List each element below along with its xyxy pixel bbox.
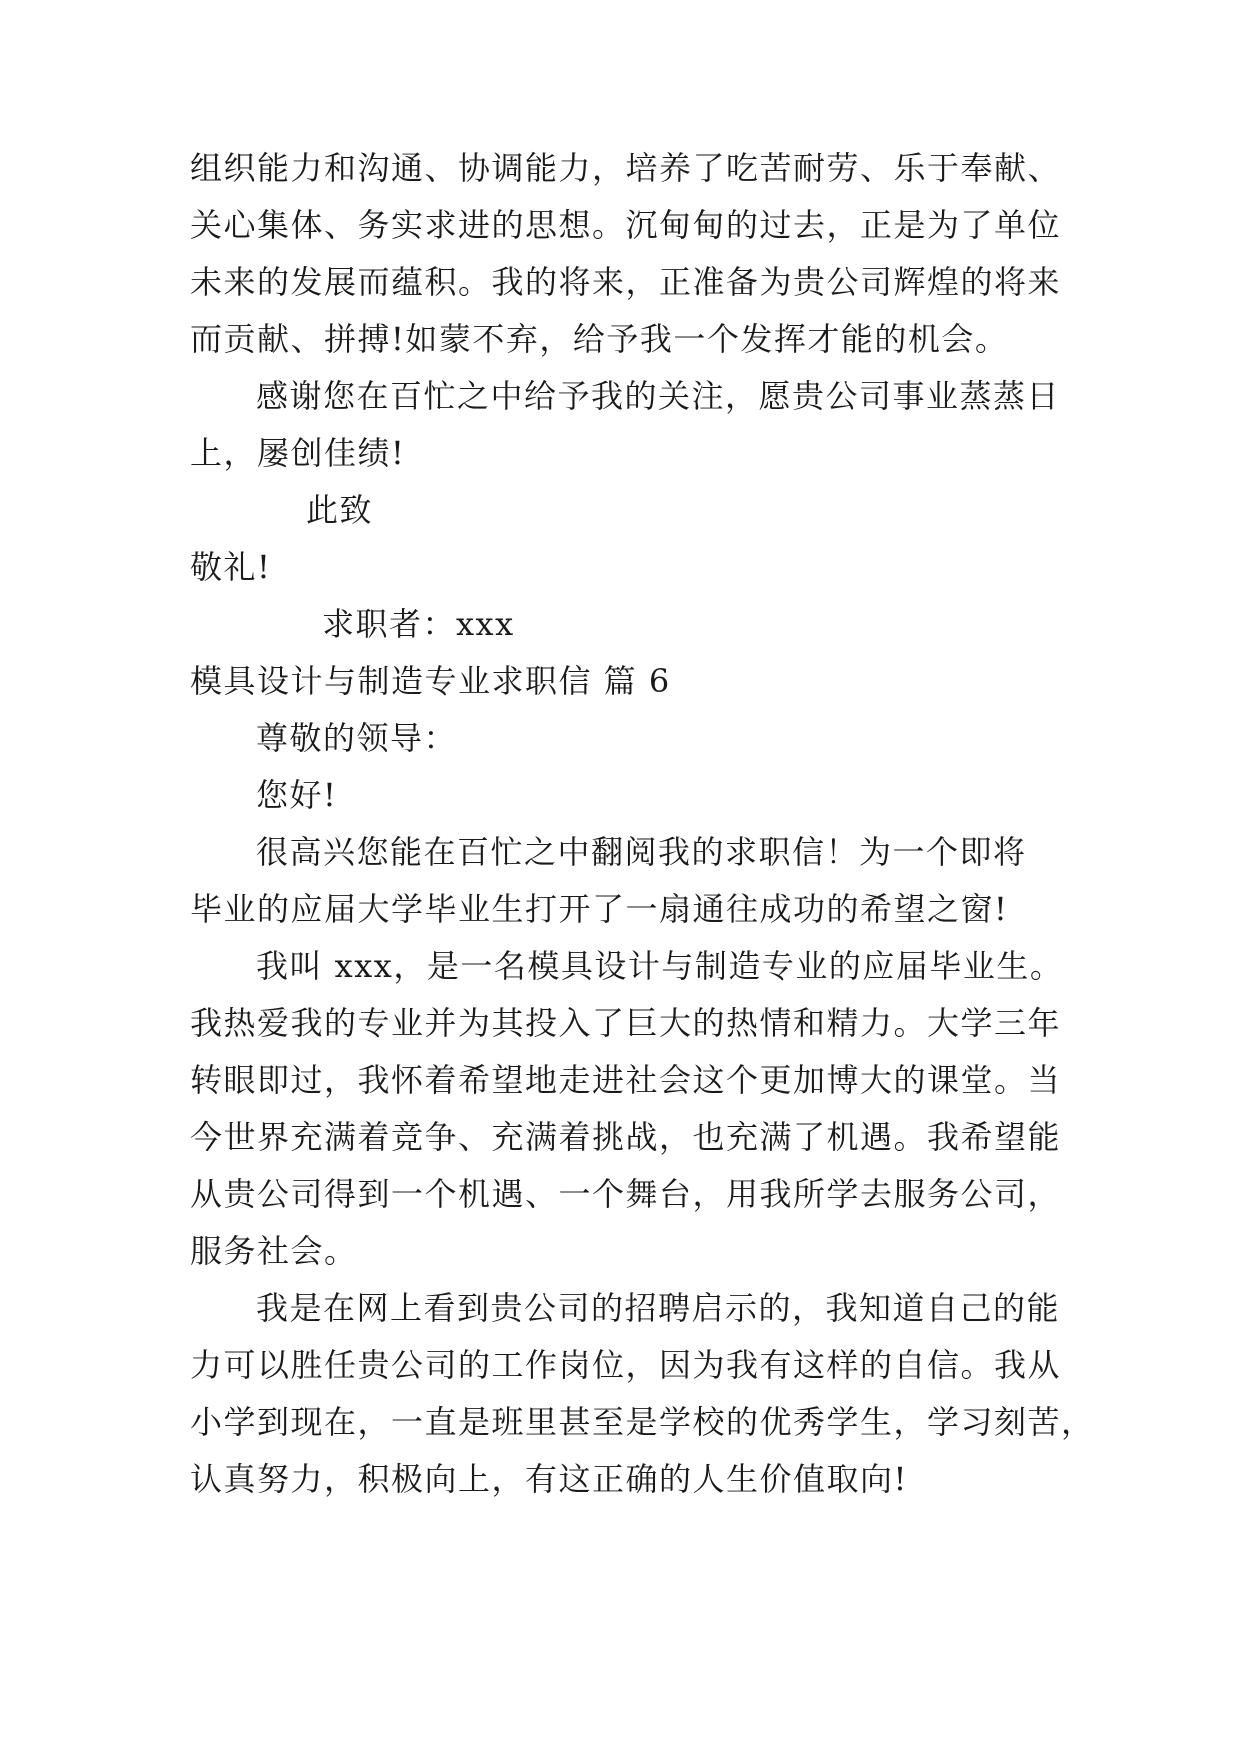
text-line: 转眼即过，我怀着希望地走进社会这个更加博大的课堂。当 (190, 1061, 1062, 1099)
text-line: 我叫 xxx，是一名模具设计与制造专业的应届毕业生。 (256, 947, 1064, 985)
text-line: 很高兴您能在百忙之中翻阅我的求职信！为一个即将 (256, 833, 1027, 871)
text-line: 力可以胜任贵公司的工作岗位，因为我有这样的自信。我从 (190, 1346, 1062, 1384)
text-line: 关心集体、务实求进的思想。沉甸甸的过去，正是为了单位 (190, 206, 1062, 244)
text-line: 从贵公司得到一个机遇、一个舞台，用我所学去服务公司， (190, 1175, 1062, 1213)
text-line: 我是在网上看到贵公司的招聘启示的，我知道自己的能 (256, 1289, 1061, 1327)
text-line: 上，屡创佳绩! (190, 434, 406, 472)
text-line: 毕业的应届大学毕业生打开了一扇通往成功的希望之窗! (190, 890, 1009, 928)
text-line: 今世界充满着竞争、充满着挑战，也充满了机遇。我希望能 (190, 1118, 1062, 1156)
signature-line: 求职者：xxx (322, 605, 515, 643)
greeting-line: 您好! (256, 776, 338, 814)
text-line: 未来的发展而蕴积。我的将来，正准备为贵公司辉煌的将来 (190, 263, 1062, 301)
closing-regards: 敬礼! (190, 548, 272, 586)
closing-salutation: 此致 (306, 491, 374, 529)
text-line: 我热爱我的专业并为其投入了巨大的热情和精力。大学三年 (190, 1004, 1062, 1042)
text-line: 认真努力，积极向上，有这正确的人生价值取向! (190, 1460, 908, 1498)
greeting-line: 尊敬的领导： (256, 719, 458, 757)
section-title: 模具设计与制造专业求职信 篇 6 (190, 662, 671, 700)
text-line: 组织能力和沟通、协调能力，培养了吃苦耐劳、乐于奉献、 (190, 149, 1062, 187)
text-line: 小学到现在，一直是班里甚至是学校的优秀学生，学习刻苦， (190, 1403, 1095, 1441)
text-line: 感谢您在百忙之中给予我的关注，愿贵公司事业蒸蒸日 (256, 377, 1061, 415)
text-line: 而贡献、拼搏!如蒙不弃，给予我一个发挥才能的机会。 (190, 320, 1009, 358)
text-line: 服务社会。 (190, 1232, 358, 1270)
